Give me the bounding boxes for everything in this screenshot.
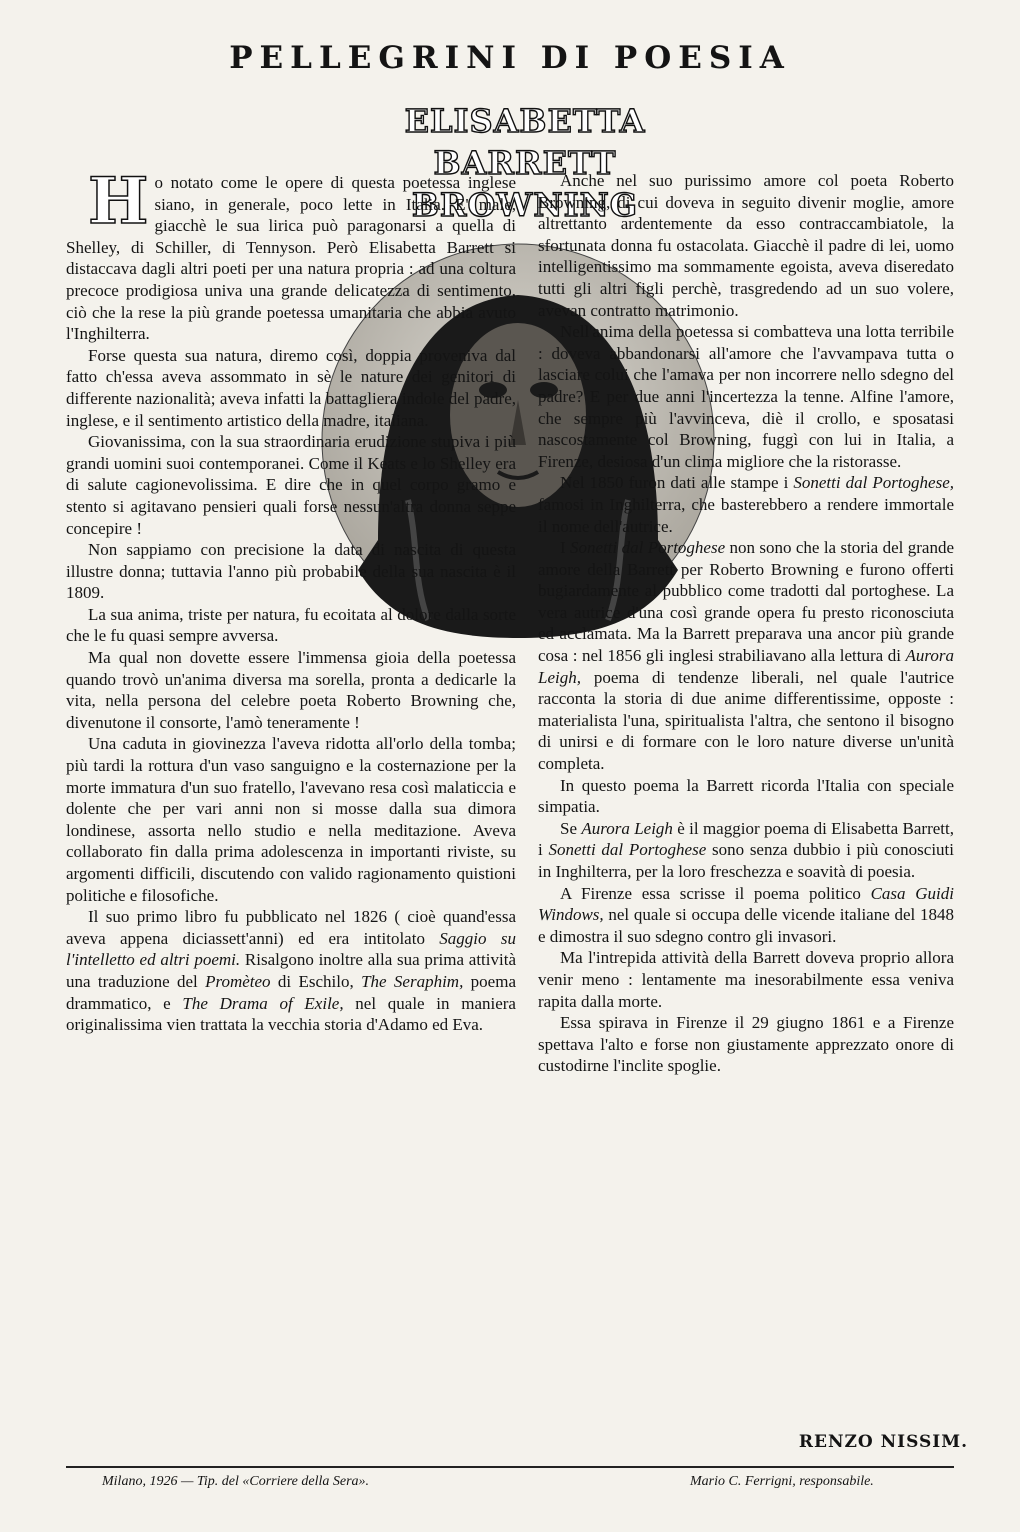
paragraph xyxy=(66,164,516,345)
author-signature: RENZO NISSIM. xyxy=(798,1432,968,1452)
paragraph: Essa spirava in Firenze il 29 giugno 1861 e a Firenze spettava l'alto e forse non giustamente apprezzato onore di custodirne l'inclite spoglie. xyxy=(538,1013,954,1076)
right-column xyxy=(538,170,954,1077)
paragraph: Una caduta in giovinezza l'aveva ridotta all'orlo della tomba; più tardi la rottura d'un vaso sanguigno e la costernazione per la morte immatura d'un suo fratello, l'avevano resa così malaticcia e dolente che per vari anni non si mosse dalla sua dimora londinese, assorta nello studio e nella meditazione. Aveva collaborato fin dalla prima adolescenza in importanti riviste, su argomenti difficili, discutendo con valido ragionamento quistioni politiche e filosofiche. xyxy=(66,734,516,905)
paragraph: Ma l'intrepida attività della Barrett doveva proprio allora venir meno : lentamente ma inesorabilmente essa veniva rapita dalla morte. xyxy=(538,948,954,1011)
paragraph: Se Aurora Leigh è il maggior poema di Elisabetta Barrett, i Sonetti dal Portoghese sono senza dubbio i più conosciuti in Inghilterra, per la loro freschezza e soavità di poesia. xyxy=(538,818,954,881)
footer-divider xyxy=(66,1466,954,1468)
left-column xyxy=(66,164,516,1036)
paragraph: Nell'anima della poetessa si combatteva una lotta terribile : doveva abbandonarsi all'amore che l'avvampava tutta o lasciare colui che l'amava per non incorrere nello sdegno del padre? E per due anni l'incertezza la tenne. Alfine l'amore, che sempre più l'avvinceva, diè il crollo, e sposatasi nascostamente col Browning, fuggì con lui in Italia, a Firenze, desiosa d'un clima migliore che la ristorasse. xyxy=(538,322,954,471)
printer-credit: Milano, 1926 — Tip. del «Corriere della Sera». xyxy=(102,1474,370,1489)
title-line: BROWNING xyxy=(411,186,639,224)
paragraph: In questo poema la Barrett ricorda l'Italia con speciale simpatia. xyxy=(538,775,954,817)
paragraph: Nel 1850 furon dati alle stampe i Sonetti dal Portoghese, famosi in Inghilterra, che basterebbero a rendere immortale il nome dell'autrice. xyxy=(538,473,954,536)
paragraph: Ma qual non dovette essere l'immensa gioia della poetessa quando trovò un'anima diversa ma sorella, pronta a dedicarle la vita, nella persona del celebre poeta Roberto Browning che, divenutone il consorte, l'amò teneramente ! xyxy=(66,648,516,732)
editor-credit: Mario C. Ferrigni, responsabile. xyxy=(690,1474,874,1489)
paragraph: I Sonetti dal Portoghese non sono che la storia del grande amore della Barrett per Roberto Browning e furono offerti bugiardamente al pubblico come tradotti dal portoghese. La vera autrice d'una così grande opera fu presto riconosciuta ed acclamata. Ma la Barrett preparava una ancor più grande cosa : nel 1856 gli inglesi strabiliavano alla lettura di Aurora Leigh, poema di tendenze liberali, nel quale l'autrice racconta la storia di due anime differentissime, opposte : materialista l'una, spiritualista l'altra, che sentono il bisogno di unirsi e di formare con le loro nature diverse un'unità completa. xyxy=(538,538,954,774)
paragraph: Non sappiamo con precisione la data di nascita di questa illustre donna; tuttavia l'anno più probabile della sua nascita è il 1809. xyxy=(66,540,516,603)
paragraph: La sua anima, triste per natura, fu ecoitata al dolore dalla sorte che le fu quasi sempre avversa. xyxy=(66,604,516,646)
section-header: PELLEGRINI DI POESIA xyxy=(229,40,791,76)
paragraph: Forse questa sua natura, diremo così, doppia proveniva dal fatto ch'essa aveva assommato in sè le nature dei genitori di differente nazionalità; aveva infatti la battagliera indole del padre, inglese, e il sentimento artistico della madre, italiana. xyxy=(66,345,516,430)
title-line: ELISABETTA xyxy=(404,102,646,140)
drop-cap: H xyxy=(88,164,149,239)
paragraph: A Firenze essa scrisse il poema politico Casa Guidi Windows, nel quale si occupa delle vicende italiane del 1848 e dimostra il suo sdegno contro gli invasori. xyxy=(538,883,954,946)
title-line: BARRETT xyxy=(433,144,617,182)
paragraph: Giovanissima, con la sua straordinaria erudizione stupiva i più grandi uomini suoi contemporanei. Come il Keats e lo Shelley era di salute cagionevolissima. E dire che in quel corpo gramo e stento si agitavano pensieri quali forse nessun'altra donna seppe concepire ! xyxy=(66,432,516,538)
paragraph-text: o notato come le opere di questa poetessa inglese siano, in generale, poco lette in Italia. E' male, giacchè le sua lirica può paragonarsi a quella di Shelley, di Schiller, di Tennyson. Però Elisabetta Barrett si distaccava dagli altri poeti per una natura propria : ad una coltura precoce prodigiosa univa una grande delicatezza di sentimento, ciò che la rese la più grande poetessa umanitaria che abbia avuto l'Inghilterra. xyxy=(66,173,516,344)
paragraph: Anche nel suo purissimo amore col poeta Roberto Browning, di cui doveva in seguito divenir moglie, amore altrettanto ardentemente da esso contraccambiatole, la sfortunata donna fu ostacolata. Giacchè il padre di lei, uomo intelligentissimo ma sommamente egoista, aveva diseredato tutti gli altri figli perchè, trasgredendo ad un suo volere, avevan contratto matrimonio. xyxy=(538,171,954,320)
paragraph: Il suo primo libro fu pubblicato nel 1826 ( cioè quand'essa aveva appena diciassett'anni) ed era intitolato Saggio su l'intelletto ed altri poemi. Risalgono inoltre alla sua prima attività una traduzione del Promèteo di Eschilo, The Seraphim, poema drammatico, e The Drama of Exile, nel quale in maniera originalissima vien trattata la vecchia storia d'Adamo ed Eva. xyxy=(66,907,516,1035)
